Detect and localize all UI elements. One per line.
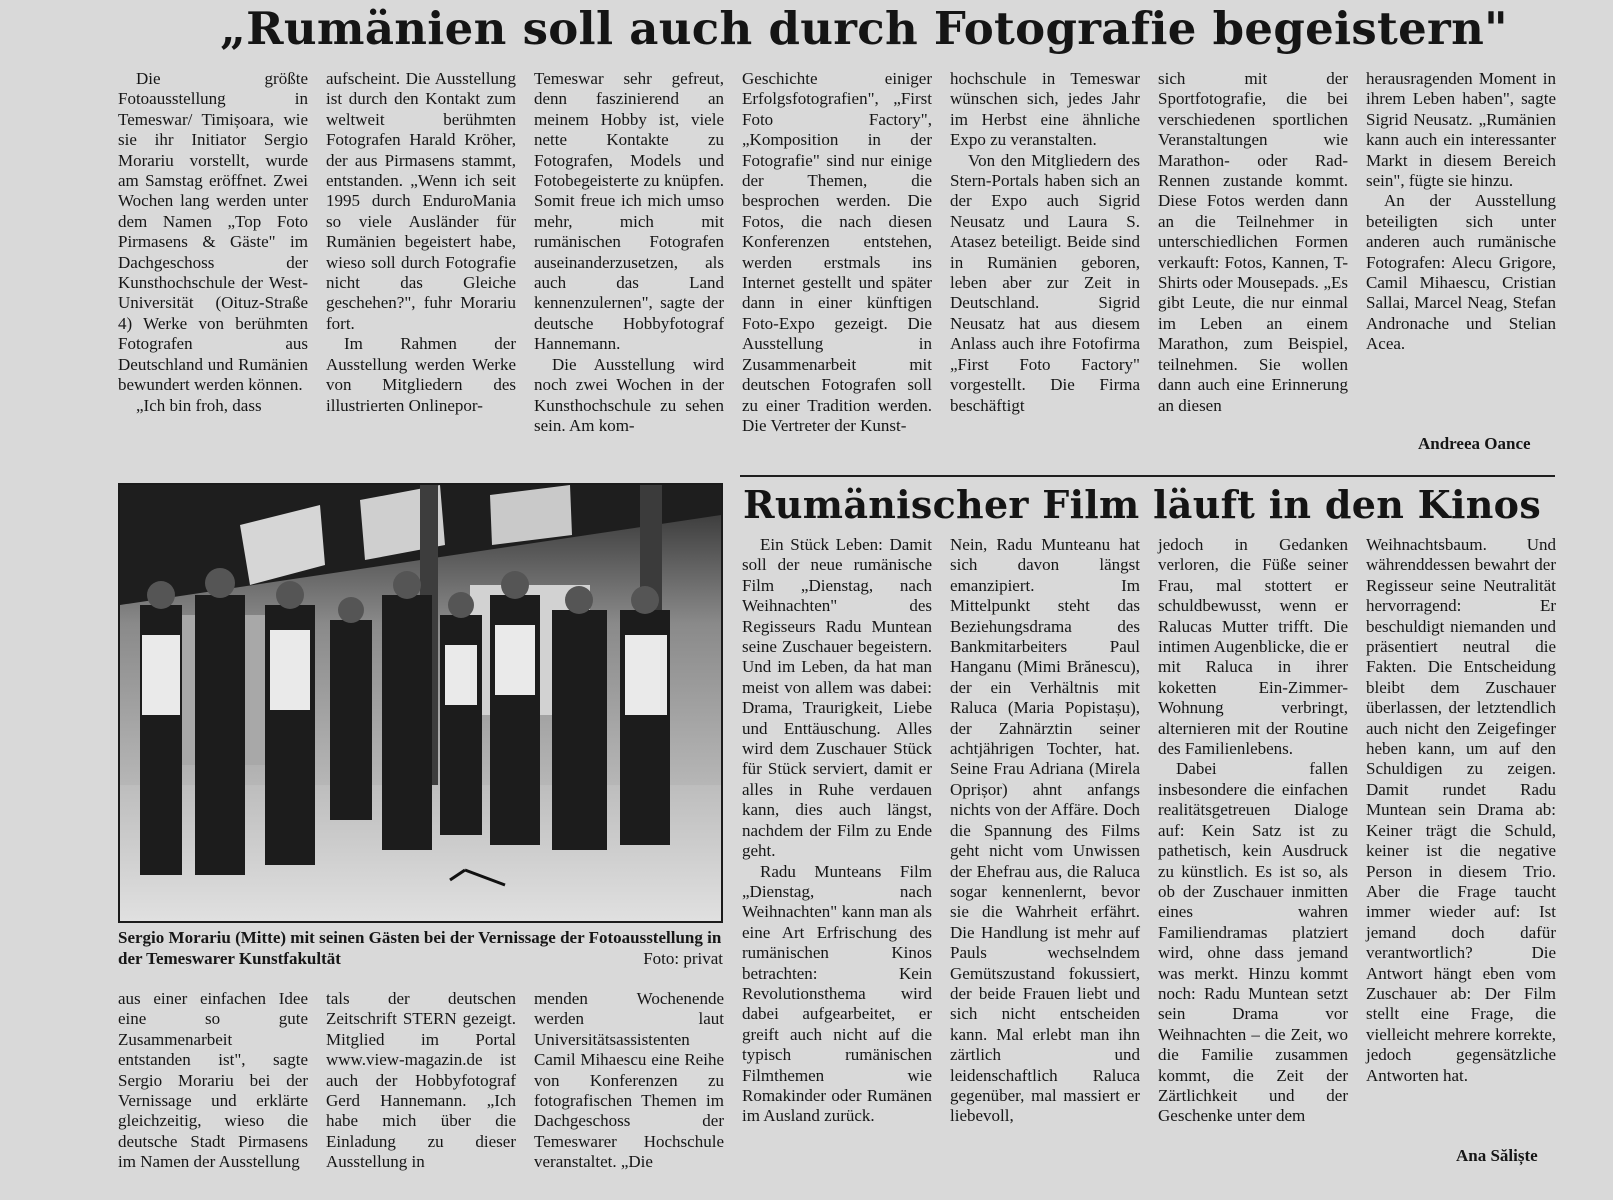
- article1-paragraph: Temeswar sehr gefreut, denn faszinierend an meinem Hobby ist, viele nette Kontakte zu Fotografen, Models und Fotobegeisterte zu knüpfen. Somit freue ich mich umso mehr, mich mit rumänischen Fotografen auseinanderzusetzen, als auch das Land kennenzulernen", sagte der deutsche Hobbyfotograf Hannemann.: [534, 69, 724, 354]
- article1-paragraph: herausragenden Moment in ihrem Leben haben", sagte Sigrid Neusatz. „Rumänien kann auch ein interessanter Markt in diesem Bereich sein", fügte sie hinzu.: [1366, 69, 1556, 191]
- article1-author: Andreea Oance: [1418, 434, 1531, 453]
- article1-paragraph: aus einer einfachen Idee eine so gute Zusammenarbeit entstanden ist", sagte Sergio Morariu bei der Vernissage und erklärte gleichzeitig, wieso die deutsche Stadt Pirmasens im Namen der Ausstellung: [118, 989, 308, 1172]
- article1-column-4: [742, 69, 932, 436]
- article1-paragraph: menden Wochenende werden laut Universitätsassistenten Camil Mihaescu eine Reihe von Konferenzen zu fotografischen Themen im Dachgeschoss der Temeswarer Hochschule veranstaltet. „Die: [534, 989, 724, 1172]
- article2-column-1: [742, 535, 932, 1127]
- article1-paragraph: Von den Mitgliedern des Stern-Portals haben sich an der Expo auch Sigrid Neusatz und Laura S. Atasez beteiligt. Beide sind in Rumänien geboren, leben aber zur Zeit in Deutschland. Sigrid Neusatz hat aus diesem Anlass auch ihre Fotofirma „First Foto Factory" vorgestellt. Die Firma beschäftigt: [950, 150, 1140, 415]
- article1-continuation-column-1: [118, 989, 308, 1173]
- article1-continuation-column-2: [326, 989, 516, 1173]
- article1-column-6: [1158, 69, 1348, 416]
- article1-paragraph: aufscheint. Die Ausstellung ist durch den Kontakt zum weltweit berühmten Fotografen Harald Kröher, der aus Pirmasens stammt, entstanden. „Wenn ich seit 1995 durch EnduroMania so viele Ausländer für Rumänien begeistert habe, wieso soll durch Fotografie nicht das Gleiche geschehen?", fuhr Morariu fort.: [326, 69, 516, 333]
- article1-column-3: [534, 69, 724, 436]
- photo-credit: Foto: privat: [643, 949, 723, 968]
- section-divider: [740, 475, 1555, 477]
- group-photo-illustration: [120, 485, 721, 921]
- article2-paragraph: Radu Munteans Film „Dienstag, nach Weihnachten" kann man als eine Art Erfrischung des rumänischen Kinos betrachten: Kein Revolutionsthema wird dabei aufgearbeitet, er greift auch nicht auf die typisch rumänischen Filmthemen wie Romakinder oder Rumänen im Ausland zurück.: [742, 861, 932, 1126]
- article2-column-2: [950, 535, 1140, 1127]
- article2-paragraph: Nein, Radu Munteanu hat sich davon längst emanzipiert. Im Mittelpunkt steht das Beziehungsdrama des Bankmitarbeiters Paul Hanganu (Mimi Brănescu), der ein Verhältnis mit Raluca (Maria Popistașu), der Zahnärztin seiner achtjährigen Tochter, hat. Seine Frau Adriana (Mirela Oprișor) ahnt anfangs nichts von der Affäre. Doch die Spannung des Films geht nicht vom Unwissen der Ehefrau aus, die Raluca sogar kennenlernt, bevor sie die Wahrheit erfährt. Die Handlung ist mehr auf Pauls wechselndem Gemütszustand fokussiert, der beide Frauen liebt und sich nicht entscheiden kann. Mal erlebt man ihn zärtlich und leidenschaftlich Raluca gegenüber, mal massiert er liebevoll,: [950, 535, 1140, 1126]
- article1-continuation-column-3: [534, 989, 724, 1173]
- article2-paragraph: Weihnachtsbaum. Und währenddessen bewahrt der Regisseur seine Neutralität hervorragend: Er beschuldigt niemanden und präsentiert neutral die Fakten. Die Entscheidung bleibt dem Zuschauer überlassen, der letztendlich auch nicht den Zeigefinger heben kann, um auf den Schuldigen zu zeigen. Damit rundet Radu Muntean sein Drama ab: Keiner trägt die Schuld, keiner ist die negative Person in diesem Trio. Aber die Frage taucht immer wieder auf: Ist jemand doch dafür verantwortlich? Die Antwort hängt eben vom Zuschauer ab: Der Film stellt eine Frage, die vielleicht mehrere korrekte, jedoch gegensätzliche Antworten hat.: [1366, 535, 1556, 1085]
- article1-paragraph: sich mit der Sportfotografie, die bei verschiedenen sportlichen Veranstaltungen wie Marathon- oder Rad-Rennen zustande kommt. Diese Fotos werden dann an die Teilnehmer in unterschiedlichen Formen verkauft: Fotos, Kannen, T-Shirts oder Mousepads. „Es gibt Leute, die nur einmal im Leben an einem Marathon, zum Beispiel, teilnehmen. Sie wollen dann auch eine Erinnerung an diesen: [1158, 69, 1348, 415]
- article1-paragraph: Die Ausstellung wird noch zwei Wochen in der Kunsthochschule zu sehen sein. Am kom-: [534, 354, 724, 435]
- article1-paragraph: Geschichte einiger Erfolgsfotografien", „First Foto Factory", „Komposition in der Fotografie" sind nur einige der Themen, die besprochen werden. Die Fotos, die nach diesen Konferenzen entstehen, werden erstmals ins Internet gestellt und später dann in einer künftigen Foto-Expo gezeigt. Die Ausstellung in Zusammenarbeit mit deutschen Fotografen soll zu einer Tradition werden. Die Vertreter der Kunst-: [742, 69, 932, 435]
- article1-paragraph: Die größte Fotoausstellung in Temeswar/ Timișoara, wie sie ihr Initiator Sergio Morariu vorstellt, wurde am Samstag eröffnet. Zwei Wochen lang werden unter dem Namen „Top Foto Pirmasens & Gäste" im Dachgeschoss der Kunsthochschule der West-Universität (Oituz-Straße 4) Werke von berühmten Fotografen aus Deutschland und Rumänien bewundert werden können.: [118, 69, 308, 395]
- article1-paragraph: hochschule in Temeswar wünschen sich, jedes Jahr im Herbst eine ähnliche Expo zu veranstalten.: [950, 69, 1140, 150]
- article1-column-1: [118, 69, 308, 416]
- article2-author: Ana Săliște: [1456, 1146, 1538, 1165]
- article1-column-7: [1366, 69, 1556, 355]
- article1-paragraph: „Ich bin froh, dass: [136, 395, 262, 415]
- article1-column-2: [326, 69, 516, 416]
- article2-paragraph: Ein Stück Leben: Damit soll der neue rumänische Film „Dienstag, nach Weihnachten" des Regisseurs Radu Muntean seine Zuschauer begeistern. Und im Leben, da hat man meist von allem was dabei: Drama, Traurigkeit, Liebe und Enttäuschung. Alles wird dem Zuschauer Stück für Stück serviert, damit er alles in Ruhe verdauen kann, dies auch längst, nachdem der Film zu Ende geht.: [742, 535, 932, 861]
- article2-paragraph: Dabei fallen insbesondere die einfachen realitätsgetreuen Dialoge auf: Kein Satz ist zu pathetisch, kein Ausdruck zu künstlich. Es ist so, als ob der Zuschauer inmitten eines wahren Familiendramas platziert wird, ohne dass jemand was merkt. Hinzu kommt noch: Radu Muntean setzt sein Drama vor Weihnachten – die Zeit, wo die Familie zusammen kommt, die Zeit der Zärtlichkeit und der Geschenke unter dem: [1158, 759, 1348, 1126]
- article2-column-3: [1158, 535, 1348, 1127]
- article-headline-fotografie: „Rumänien soll auch durch Fotografie begeistern": [220, 2, 1508, 55]
- article1-column-5: [950, 69, 1140, 416]
- article-headline-film: Rumänischer Film läuft in den Kinos: [743, 482, 1542, 527]
- article2-paragraph: jedoch in Gedanken verloren, die Füße seiner Frau, mal stottert er schuldbewusst, wenn er Ralucas Mutter trifft. Die intimen Augenblicke, die er mit Raluca in ihrer koketten Ein-Zimmer-Wohnung verbringt, alternieren mit der Routine des Familienlebens.: [1158, 535, 1348, 759]
- article2-column-4: [1366, 535, 1556, 1086]
- article1-paragraph: tals der deutschen Zeitschrift STERN gezeigt. Mitglied im Portal www.view-magazin.de ist auch der Hobbyfotograf Gerd Hannemann. „Ich habe mich über die Einladung zu dieser Ausstellung in: [326, 989, 516, 1172]
- photo-caption: [118, 927, 723, 969]
- exhibition-photo: [118, 483, 723, 923]
- photo-caption-text: Sergio Morariu (Mitte) mit seinen Gästen bei der Vernissage der Fotoausstellung in der Temeswarer Kunstfakultät: [118, 928, 722, 968]
- article1-paragraph: Im Rahmen der Ausstellung werden Werke von Mitgliedern des illustrierten Onlinepor-: [326, 334, 516, 415]
- article1-paragraph: An der Ausstellung beteiligten sich unter anderen auch rumänische Fotografen: Alecu Grigore, Camil Mihaescu, Cristian Sallai, Marcel Neag, Stefan Andronache und Stelian Acea.: [1366, 191, 1556, 354]
